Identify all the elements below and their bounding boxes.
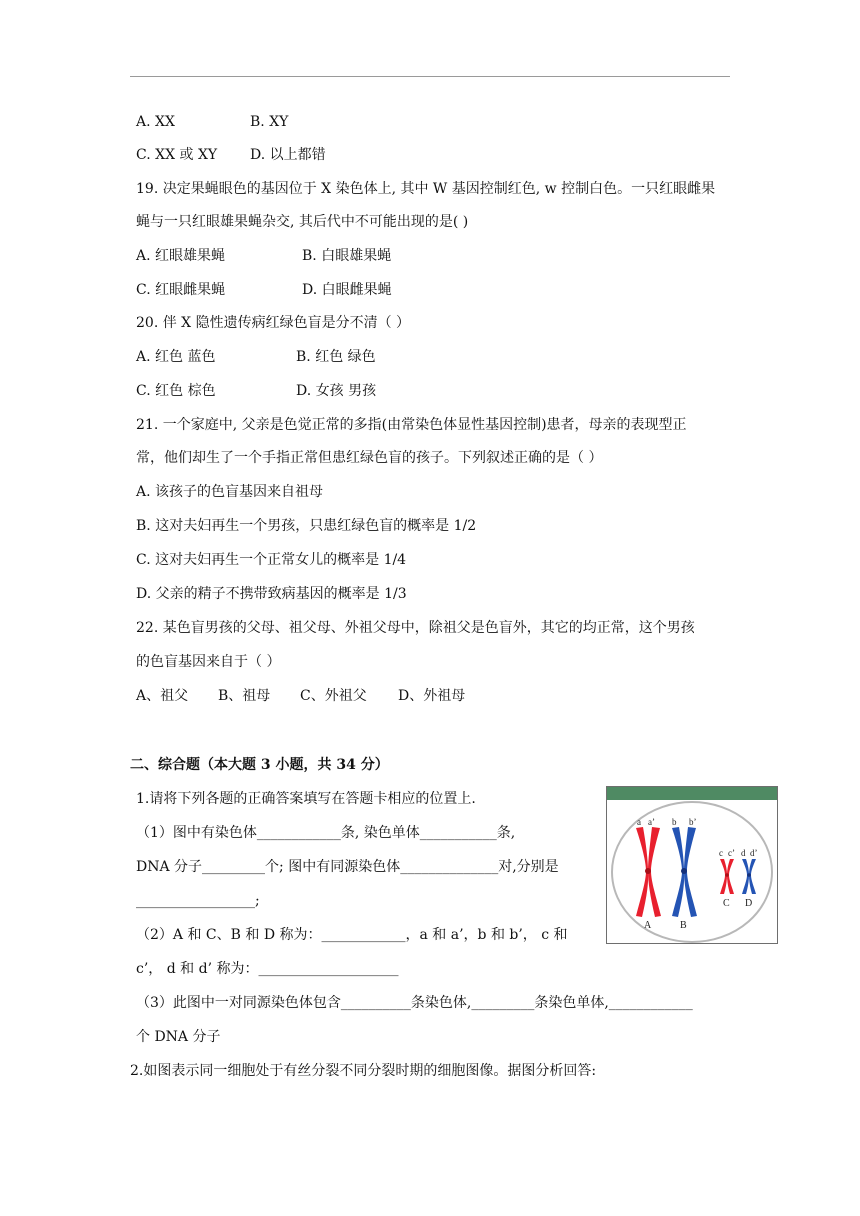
- q22-option-a: A、祖父: [136, 688, 189, 704]
- q21-option-d: D. 父亲的精子不携带致病基因的概率是 1/3: [136, 586, 407, 602]
- q20-stem: 20. 伴 X 隐性遗传病红绿色盲是分不清（ ）: [136, 315, 411, 331]
- label-d-prime: d’: [750, 848, 758, 858]
- label-b-prime: b’: [689, 817, 697, 827]
- q22-stem-line1: 22. 某色盲男孩的父母、祖父母、外祖父母中，除祖父是色盲外，其它的均正常，这个男孩: [136, 620, 695, 636]
- label-c: c: [719, 848, 723, 858]
- q19-stem-line2: 蝇与一只红眼雄果蝇杂交, 其后代中不可能出现的是( ): [136, 214, 469, 230]
- q20-option-d: D. 女孩 男孩: [296, 383, 377, 399]
- q19-stem-line1: 19. 决定果蝇眼色的基因位于 X 染色体上, 其中 W 基因控制红色, w 控制白色。一只红眼雌果: [136, 181, 716, 197]
- q18-option-d: D. 以上都错: [250, 147, 326, 163]
- q18-option-a: A. XX: [136, 114, 175, 130]
- q22-option-c: C、外祖父: [300, 688, 367, 704]
- q22-options: [136, 686, 465, 706]
- q22-option-b: B、祖母: [218, 688, 271, 704]
- label-c-prime: c’: [728, 848, 735, 858]
- figure-header-bar: [607, 787, 777, 800]
- q18-option-c: C. XX 或 XY: [136, 147, 218, 163]
- q22-stem-line2: 的色盲基因来自于（ ）: [136, 654, 281, 670]
- s2-q1-part1-line3: _________________;: [136, 893, 260, 909]
- section2-heading: 二、综合题（本大题 3 小题，共 34 分）: [130, 757, 389, 773]
- s2-q1-part1-line1: （1）图中有染色体____________条, 染色单体___________条,: [136, 825, 516, 841]
- q21-option-b: B. 这对夫妇再生一个男孩，只患红绿色盲的概率是 1/2: [136, 518, 477, 534]
- q19-option-a: A. 红眼雄果蝇: [136, 248, 226, 264]
- s2-q1-intro: 1.请将下列各题的正确答案填写在答题卡相应的位置上.: [136, 791, 476, 807]
- q20-option-a: A. 红色 蓝色: [136, 349, 216, 365]
- q22-option-d: D、外祖母: [398, 688, 466, 704]
- q21-option-c: C. 这对夫妇再生一个正常女儿的概率是 1/4: [136, 552, 407, 568]
- chromosome-figure: [606, 786, 778, 944]
- q21-option-a: A. 该孩子的色盲基因来自祖母: [136, 484, 324, 500]
- header-rule: [130, 76, 730, 77]
- q19-options-row1: [136, 246, 391, 266]
- s2-q1-part3-line2: 个 DNA 分子: [136, 1029, 221, 1045]
- label-B: B: [680, 920, 687, 931]
- q21-stem-line1: 21. 一个家庭中, 父亲是色觉正常的多指(由常染色体显性基因控制)患者，母亲的表现型正: [136, 417, 687, 433]
- q20-option-c: C. 红色 棕色: [136, 383, 216, 399]
- label-C: C: [723, 898, 730, 909]
- s2-q2-stem: 2.如图表示同一细胞处于有丝分裂不同分裂时期的细胞图像。据图分析回答:: [130, 1063, 597, 1079]
- q19-option-d: D. 白眼雌果蝇: [302, 282, 392, 298]
- q19-option-b: B. 白眼雄果蝇: [302, 248, 392, 264]
- label-a-prime: a’: [648, 817, 655, 827]
- q19-options-row2: [136, 280, 392, 300]
- label-D: D: [745, 898, 753, 909]
- q19-option-c: C. 红眼雌果蝇: [136, 282, 226, 298]
- q18-option-b: B. XY: [250, 114, 289, 130]
- s2-q1-part2-line1: （2）A 和 C、B 和 D 称为：____________，a 和 a’，b 和 b’， c 和: [136, 927, 568, 943]
- q21-stem-line2: 常，他们却生了一个手指正常但患红绿色盲的孩子。下列叙述正确的是（ ）: [136, 450, 603, 466]
- label-A: A: [644, 920, 652, 931]
- label-b: b: [672, 817, 677, 827]
- s2-q1-part1-line2: DNA 分子_________个; 图中有同源染色体______________对,分别是: [136, 859, 559, 875]
- label-d: d: [741, 848, 746, 858]
- q20-options-row2: [136, 381, 376, 401]
- label-a: a: [637, 817, 641, 827]
- q18-options-row1: [136, 112, 288, 132]
- q20-options-row1: [136, 347, 376, 367]
- q18-options-row2: [136, 145, 326, 165]
- s2-q1-part2-line2: c’， d 和 d’ 称为：____________________: [136, 961, 399, 977]
- q20-option-b: B. 红色 绿色: [296, 349, 376, 365]
- s2-q1-part3-line1: （3）此图中一对同源染色体包含__________条染色体,_________条染色单体,____________: [136, 995, 693, 1011]
